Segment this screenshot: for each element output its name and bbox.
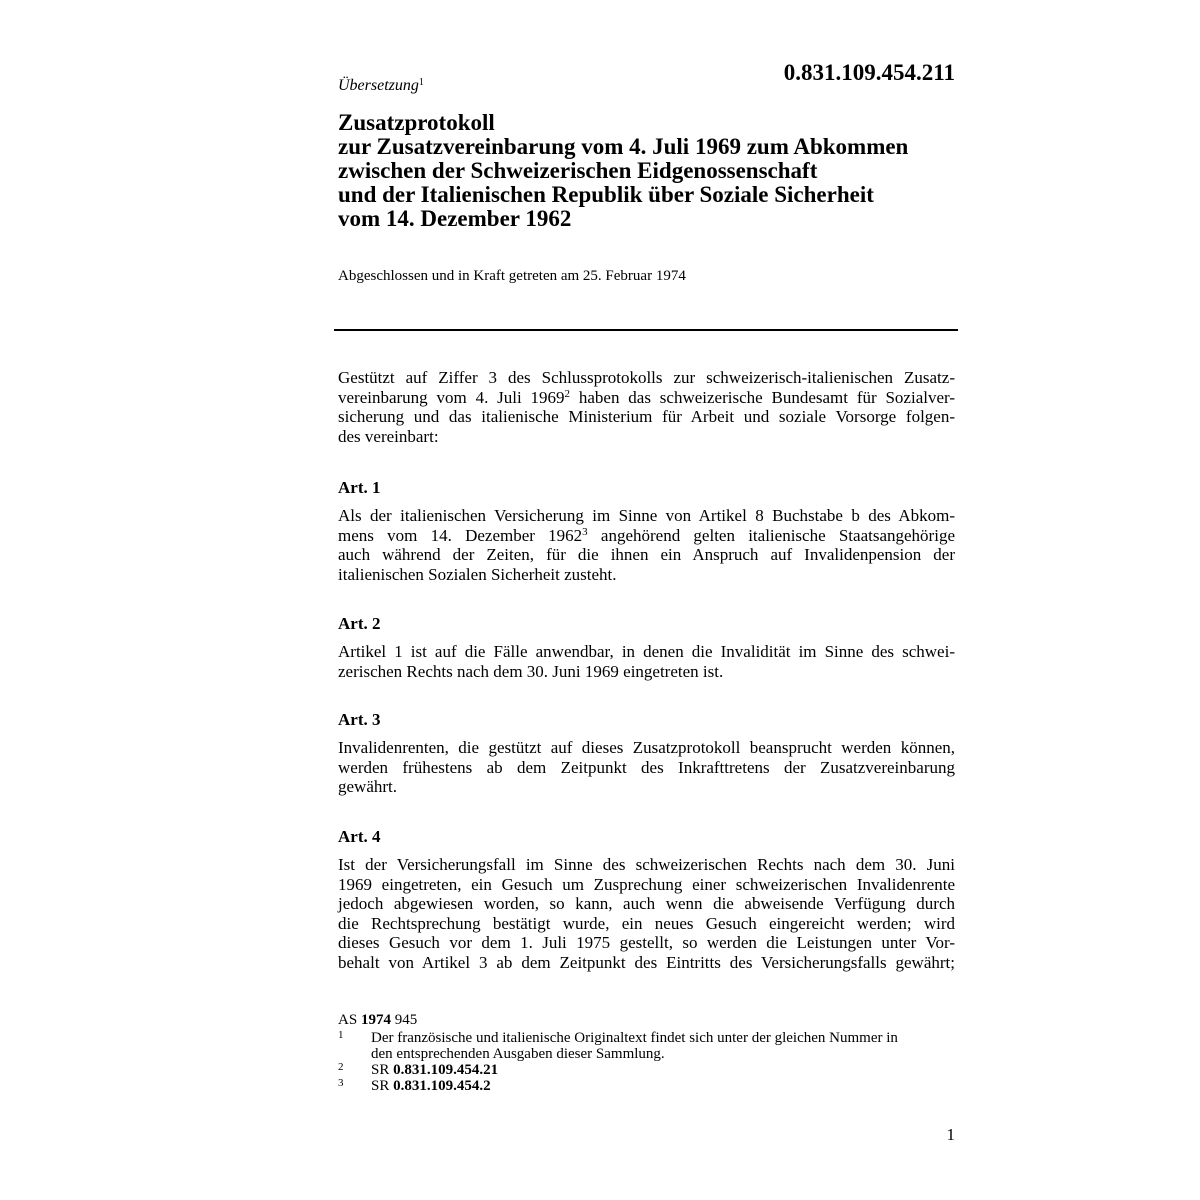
footnote-2-link[interactable]: 0.831.109.454.21 [393,1062,499,1078]
document-title [338,111,978,231]
title-line-4: und der Italienischen Republik über Soziale Sicherheit [338,182,874,207]
article-3-line-3: gewährt. [338,777,398,796]
article-4-text [338,855,955,972]
footnotes [338,1012,958,1094]
footnote-2-number: 2 [338,1061,344,1073]
article-4-line-1: Ist der Versicherungsfall im Sinne des schweizerischen Rechts nach dem 30. Juni [338,855,955,874]
article-3-heading: Art. 3 [338,710,381,729]
horizontal-rule [334,329,958,331]
footnote-ref-3[interactable]: 3 [582,525,588,538]
article-4-line-6: behalt von Artikel 3 ab dem Zeitpunkt des Eintritts des Versicherungsfalls gewährt; [338,952,955,972]
footnote-1-number: 1 [338,1029,344,1041]
footnote-3-number: 3 [338,1077,344,1089]
article-3-line-2: werden frühestens ab dem Zeitpunkt des Inkrafttretens der Zusatzvereinbarung [338,757,955,777]
sr-number: 0.831.109.454.211 [783,60,955,85]
translation-note [338,73,424,96]
article-1-text [338,506,955,584]
title-line-1: Zusatzprotokoll [338,110,495,135]
footnote-ref-2[interactable]: 2 [564,387,571,400]
footnote-2: 2 SR 0.831.109.454.21 [338,1061,499,1078]
title-line-2: zur Zusatzvereinbarung vom 4. Juli 1969 zum Abkommen [338,134,909,159]
preamble [338,368,955,446]
article-4-heading: Art. 4 [338,827,381,846]
article-1-heading: Art. 1 [338,478,381,497]
article-2-line-2: zerischen Rechts nach dem 30. Juni 1969 eingetreten ist. [338,661,724,681]
article-4-line-5: dieses Gesuch vor dem 1. Juli 1975 gestellt, so werden die Leistungen unter Vor- [338,933,955,952]
footnote-3-link[interactable]: 0.831.109.454.2 [393,1078,491,1094]
preamble-line-4: des vereinbart: [338,426,439,446]
article-3-line-1: Invalidenrenten, die gestützt auf dieses Zusatzprotokoll beansprucht werden können, [338,738,955,757]
preamble-line-3: sicherung und das italienische Ministerium für Arbeit und soziale Vorsorge folgen- [338,407,955,426]
article-1-line-3: auch während der Zeiten, für die ihnen ein Anspruch auf Invalidenpension der [338,545,955,564]
conclusion-date: Abgeschlossen und in Kraft getreten am 25. Februar 1974 [338,268,686,284]
footnote-1 [338,1030,958,1062]
footnote-1-line-1: Der französische und italienische Originaltext findet sich unter der gleichen Nummer in [371,1030,898,1046]
footnote-1-line-2: den entsprechenden Ausgaben dieser Sammlung. [371,1046,665,1062]
preamble-line-2: vereinbarung vom 4. Juli 1969$^2$ haben das schweizerische Bundesamt für Sozialver- [338,387,955,407]
page-number: 1 [946,1125,955,1144]
article-2-text [338,642,955,681]
preamble-line-1: Gestützt auf Ziffer 3 des Schlussprotokolls zur schweizerisch-italienischen Zusatz- [338,368,955,387]
article-4-line-3: jedoch abgewiesen worden, so kann, auch wenn die abweisende Verfügung durch [338,894,955,913]
footnote-3: 3 SR 0.831.109.454.2 [338,1077,491,1094]
article-3-text [338,738,955,797]
article-4-line-2: 1969 eingetreten, ein Gesuch um Zusprechung einer schweizerischen Invalidenrente [338,874,955,894]
article-4-line-4: die Rechtsprechung bestätigt wurde, ein neues Gesuch eingereicht werden; wird [338,913,955,933]
article-1-line-4: italienischen Sozialen Sicherheit zusteht. [338,564,617,584]
footnote-ref-1[interactable]: 1 [418,77,424,88]
title-line-3: zwischen der Schweizerischen Eidgenossenschaft [338,158,818,183]
article-1-line-2: mens vom 14. Dezember 1962$^3$ angehörend gelten italienische Staatsangehörige [338,525,955,545]
official-collection-ref: AS 1974 945 [338,1012,418,1028]
article-1-line-1: Als der italienischen Versicherung im Sinne von Artikel 8 Buchstabe b des Abkom- [338,506,955,525]
article-2-line-1: Artikel 1 ist auf die Fälle anwendbar, in denen die Invalidität im Sinne des schwei- [338,642,955,661]
article-2-heading: Art. 2 [338,614,381,633]
title-line-5: vom 14. Dezember 1962 [338,206,572,231]
translation-label: Übersetzung [338,77,419,94]
